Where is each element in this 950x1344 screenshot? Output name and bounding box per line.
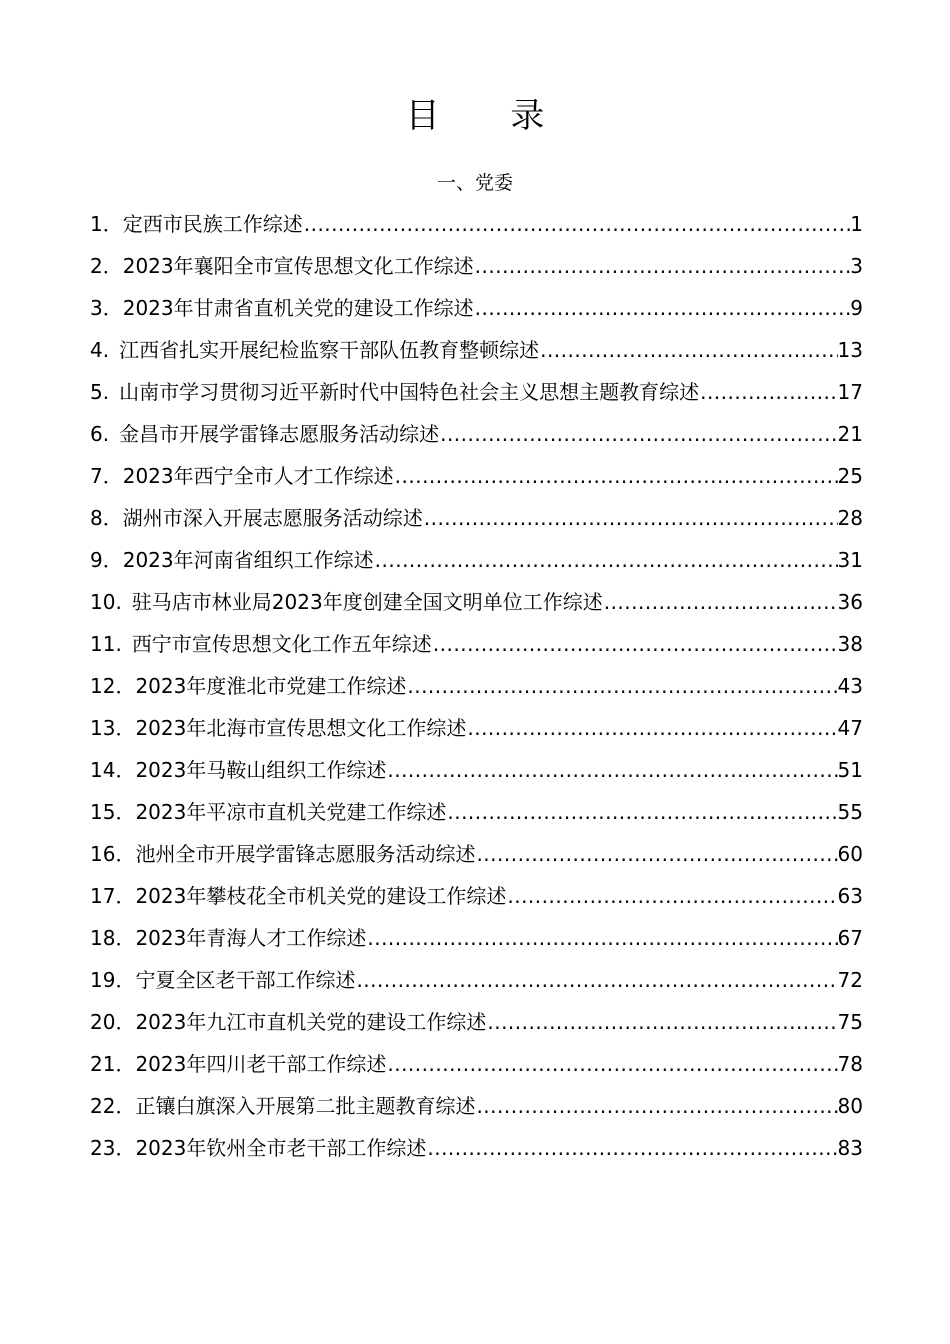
toc-leader-dots — [539, 334, 837, 366]
toc-entry-number: 10. — [90, 590, 122, 614]
toc-entry-title: 2023年平凉市直机关党建工作综述 — [135, 800, 447, 824]
toc-entry[interactable] — [90, 754, 863, 796]
toc-leader-dots — [466, 712, 837, 744]
toc-entry[interactable] — [90, 292, 863, 334]
toc-leader-dots — [366, 922, 837, 954]
toc-leader-dots — [406, 670, 837, 702]
toc-entry[interactable] — [90, 502, 863, 544]
toc-entry[interactable] — [90, 460, 863, 502]
toc-entry-page: 25 — [837, 464, 863, 488]
toc-entry-number: 23． — [90, 1136, 136, 1160]
toc-entry[interactable] — [90, 586, 863, 628]
toc-entry-number: 12． — [90, 674, 136, 698]
toc-entry[interactable] — [90, 334, 863, 376]
toc-entry-page: 75 — [837, 1010, 863, 1034]
toc-leader-dots — [374, 544, 838, 576]
toc-entry-page: 36 — [837, 590, 863, 614]
toc-entry-page: 13 — [837, 338, 863, 362]
table-of-contents — [90, 208, 863, 1174]
toc-entry[interactable] — [90, 964, 863, 1006]
toc-entry-title: 池州全市开展学雷锋志愿服务活动综述 — [135, 842, 476, 866]
toc-entry-page: 55 — [837, 800, 863, 824]
toc-leader-dots — [386, 1048, 837, 1080]
toc-entry[interactable] — [90, 208, 863, 250]
toc-entry-number: 4. — [90, 338, 110, 362]
toc-entry-page: 72 — [837, 968, 863, 992]
toc-leader-dots — [474, 250, 851, 282]
toc-entry-number: 9． — [90, 548, 123, 572]
toc-entry-number: 2． — [90, 254, 123, 278]
toc-entry-title: 2023年青海人才工作综述 — [135, 926, 367, 950]
toc-entry-title: 江西省扎实开展纪检监察干部队伍教育整顿综述 — [119, 338, 540, 362]
toc-leader-dots — [432, 628, 838, 660]
toc-entry-number: 13． — [90, 716, 136, 740]
toc-entry-number: 21． — [90, 1052, 136, 1076]
toc-leader-dots — [506, 880, 837, 912]
toc-entry-page: 28 — [837, 506, 863, 530]
toc-entry-page: 17 — [837, 380, 863, 404]
toc-leader-dots — [303, 208, 851, 240]
toc-leader-dots — [446, 796, 837, 828]
toc-entry-number: 3． — [90, 296, 123, 320]
toc-entry[interactable] — [90, 838, 863, 880]
toc-leader-dots — [394, 460, 838, 492]
toc-entry-number: 22． — [90, 1094, 136, 1118]
toc-entry-title: 湖州市深入开展志愿服务活动综述 — [122, 506, 423, 530]
toc-entry-number: 19． — [90, 968, 136, 992]
toc-entry-number: 7． — [90, 464, 123, 488]
toc-entry[interactable] — [90, 880, 863, 922]
toc-entry[interactable] — [90, 1090, 863, 1132]
toc-entry-page: 3 — [850, 254, 863, 278]
toc-entry-page: 1 — [850, 212, 863, 236]
toc-entry-title: 2023年九江市直机关党的建设工作综述 — [135, 1010, 487, 1034]
toc-leader-dots — [355, 964, 837, 996]
toc-leader-dots — [475, 1090, 837, 1122]
toc-entry-page: 38 — [837, 632, 863, 656]
toc-entry-page: 43 — [837, 674, 863, 698]
toc-entry-number: 17． — [90, 884, 136, 908]
section-heading: 一、党委 — [436, 172, 513, 194]
toc-entry-number: 16． — [90, 842, 136, 866]
toc-entry-title: 西宁市宣传思想文化工作五年综述 — [131, 632, 432, 656]
toc-entry-title: 2023年度淮北市党建工作综述 — [135, 674, 407, 698]
toc-entry-title: 金昌市开展学雷锋志愿服务活动综述 — [119, 422, 440, 446]
toc-leader-dots — [474, 292, 851, 324]
toc-entry[interactable] — [90, 376, 863, 418]
toc-entry-title: 正镶白旗深入开展第二批主题教育综述 — [135, 1094, 476, 1118]
toc-leader-dots — [426, 1132, 837, 1164]
toc-entry-page: 67 — [837, 926, 863, 950]
toc-entry[interactable] — [90, 628, 863, 670]
toc-entry-number: 20． — [90, 1010, 136, 1034]
toc-entry-title: 2023年襄阳全市宣传思想文化工作综述 — [122, 254, 474, 278]
toc-entry-title: 驻马店市林业局2023年度创建全国文明单位工作综述 — [131, 590, 603, 614]
toc-leader-dots — [603, 586, 838, 618]
toc-entry[interactable] — [90, 1132, 863, 1174]
toc-entry-page: 78 — [837, 1052, 863, 1076]
toc-entry-page: 9 — [850, 296, 863, 320]
toc-entry-title: 2023年马鞍山组织工作综述 — [135, 758, 387, 782]
toc-entry[interactable] — [90, 712, 863, 754]
toc-entry-title: 2023年攀枝花全市机关党的建设工作综述 — [135, 884, 507, 908]
toc-leader-dots — [699, 376, 837, 408]
toc-entry-title: 2023年甘肃省直机关党的建设工作综述 — [122, 296, 474, 320]
toc-entry-title: 宁夏全区老干部工作综述 — [135, 968, 356, 992]
toc-entry-page: 83 — [837, 1136, 863, 1160]
toc-leader-dots — [423, 502, 838, 534]
toc-entry-page: 60 — [837, 842, 863, 866]
toc-entry-title: 2023年西宁全市人才工作综述 — [122, 464, 394, 488]
toc-entry-number: 14． — [90, 758, 136, 782]
toc-leader-dots — [439, 418, 837, 450]
toc-entry-page: 63 — [837, 884, 863, 908]
toc-entry[interactable] — [90, 1006, 863, 1048]
toc-entry-title: 定西市民族工作综述 — [122, 212, 303, 236]
toc-entry-page: 21 — [837, 422, 863, 446]
toc-leader-dots — [475, 838, 837, 870]
toc-entry-number: 11. — [90, 632, 122, 656]
toc-entry[interactable] — [90, 1048, 863, 1090]
toc-entry-page: 51 — [837, 758, 863, 782]
toc-entry-page: 47 — [837, 716, 863, 740]
toc-entry-title: 2023年北海市宣传思想文化工作综述 — [135, 716, 467, 740]
toc-entry-number: 1． — [90, 212, 123, 236]
toc-leader-dots — [386, 754, 837, 786]
toc-entry-number: 15． — [90, 800, 136, 824]
toc-entry[interactable] — [90, 796, 863, 838]
toc-entry[interactable] — [90, 922, 863, 964]
toc-entry-page: 31 — [837, 548, 863, 572]
toc-entry-title: 2023年四川老干部工作综述 — [135, 1052, 387, 1076]
toc-entry-number: 8． — [90, 506, 123, 530]
toc-entry-title: 2023年河南省组织工作综述 — [122, 548, 374, 572]
toc-entry-number: 5. — [90, 380, 110, 404]
toc-entry-number: 18． — [90, 926, 136, 950]
toc-entry-page: 80 — [837, 1094, 863, 1118]
toc-entry[interactable] — [90, 670, 863, 712]
toc-entry[interactable] — [90, 544, 863, 586]
toc-entry-title: 山南市学习贯彻习近平新时代中国特色社会主义思想主题教育综述 — [119, 380, 700, 404]
toc-entry[interactable] — [90, 418, 863, 460]
toc-entry[interactable] — [90, 250, 863, 292]
toc-leader-dots — [486, 1006, 837, 1038]
toc-entry-title: 2023年钦州全市老干部工作综述 — [135, 1136, 427, 1160]
page-title: 目 录 — [405, 96, 575, 136]
toc-entry-number: 6. — [90, 422, 110, 446]
